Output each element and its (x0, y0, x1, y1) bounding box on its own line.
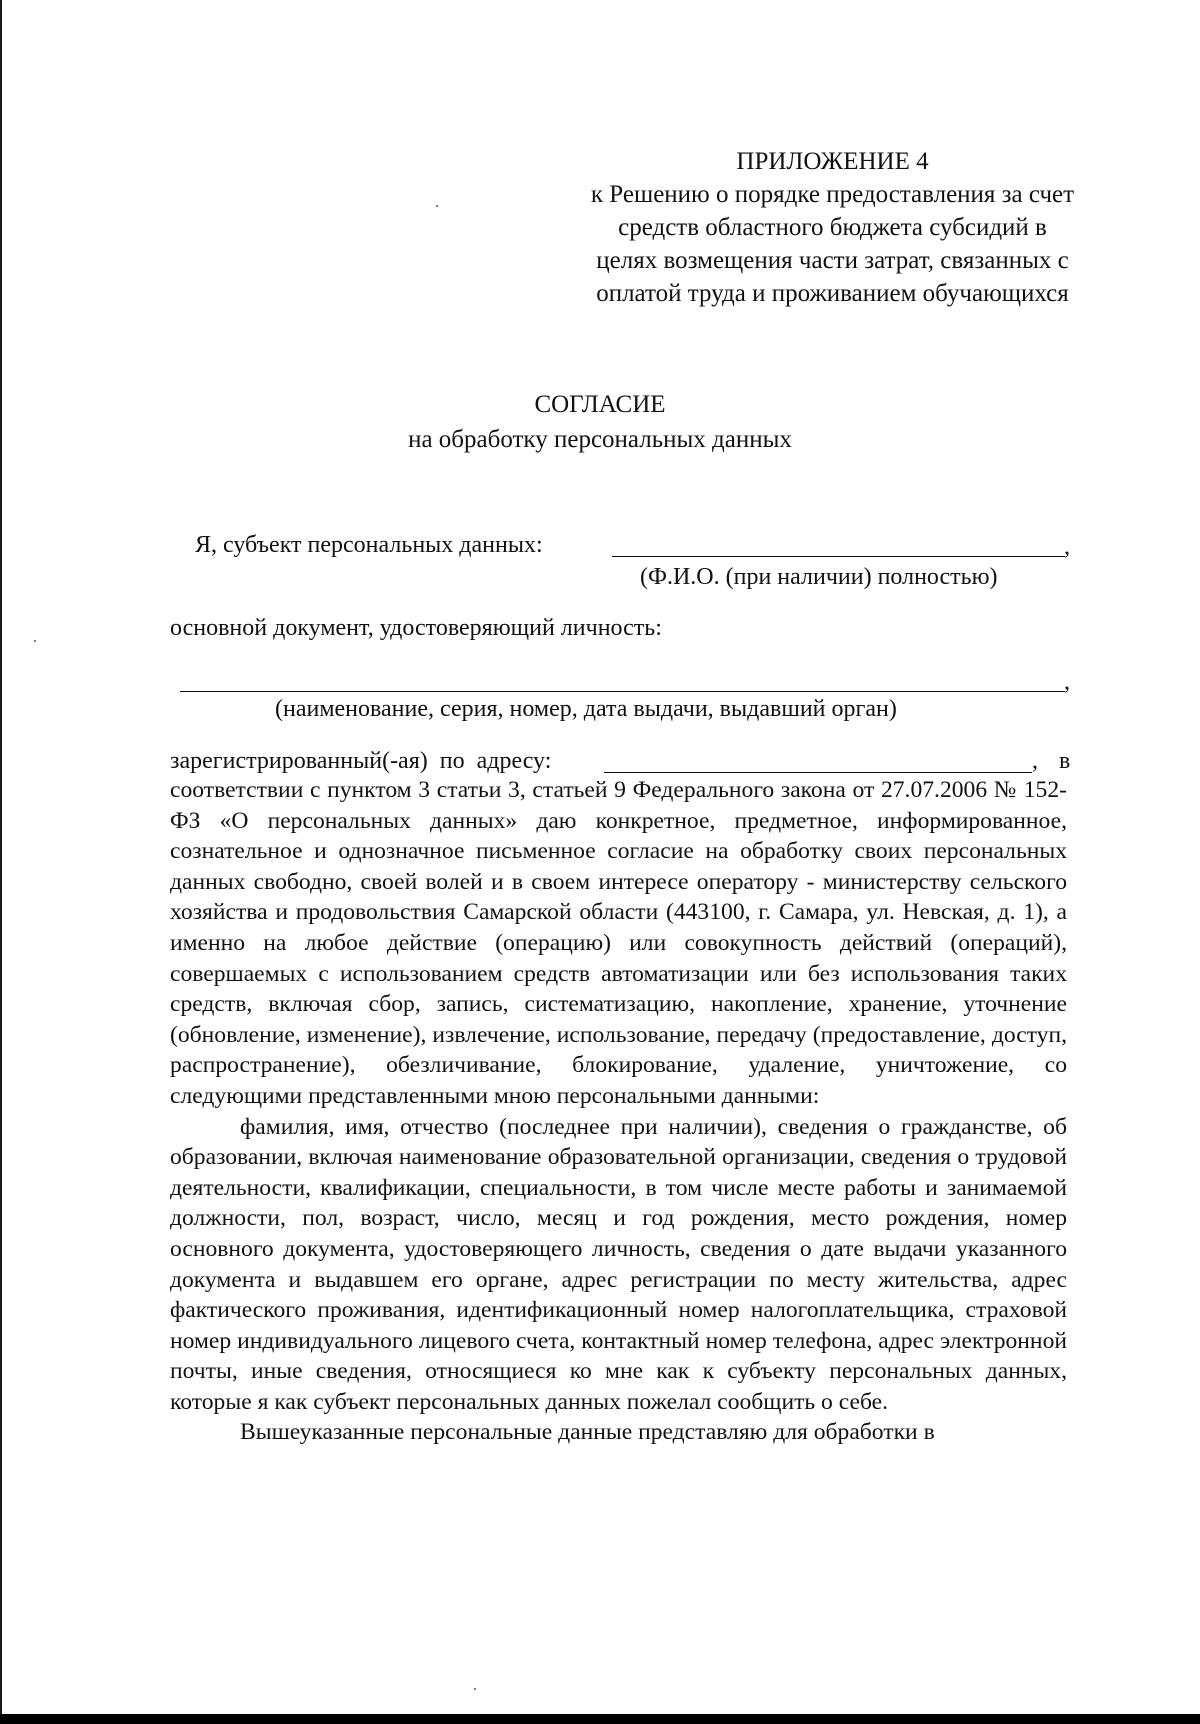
appendix-line: средств областного бюджета субсидий в (618, 214, 1047, 241)
scan-speck (436, 205, 438, 207)
scan-edge-bottom (0, 1714, 1200, 1724)
document-title: СОГЛАСИЕ (534, 391, 666, 418)
document-comma: , (1064, 669, 1070, 695)
subject-label: Я, субъект персональных данных: (195, 532, 543, 558)
subject-caption: (Ф.И.О. (при наличии) полностью) (640, 564, 998, 590)
document-caption: (наименование, серия, номер, дата выдачи, выдавший орган) (275, 696, 897, 722)
appendix-line: оплатой труда и проживанием обучающихся (596, 280, 1069, 307)
scan-speck (474, 1688, 476, 1690)
address-suffix: , в (1032, 748, 1071, 774)
consent-paragraph-main: соответствии с пунктом 3 статьи 3, статьей 9 Федерального закона от 27.07.2006 № 152-ФЗ «О персональных данных» даю конкретное, предметное, информированное, сознательное и однозначное письменное согласие на обработку своих персональных данных свободно, своей волей и в своем интересе оператору - министерству сельского хозяйства и продовольствия Самарской области (443100, г. Самара, ул. Невская, д. 1), а именно на любое действие (операцию) или совокупность действий (операций), совершаемых с использованием средств автоматизации или без использования таких средств, включая сбор, запись, систематизацию, накопление, хранение, уточнение (обновление, изменение), извлечение, использование, передачу (предоставление, доступ, распространение), обезличивание, блокирование, удаление, уничтожение, со следующими представленными мною персональными данными: (170, 777, 1067, 1109)
subject-name-field[interactable] (612, 556, 1065, 557)
appendix-line: целях возмещения части затрат, связанных с (596, 247, 1069, 274)
identity-document-field[interactable] (180, 691, 1065, 692)
appendix-header (555, 145, 1110, 310)
personal-data-list-paragraph: фамилия, имя, отчество (последнее при наличии), сведения о гражданстве, об образовании, включая наименование образовательной организации, сведения о трудовой деятельности, квалификации, специальности, в том числе месте работы и занимаемой должности, пол, возраст, число, месяц и год рождения, место рождения, номер основного документа, удостоверяющего личность, сведения о дате выдачи указанного документа и выдавшем его органе, адрес регистрации по месту жительства, адрес фактического проживания, идентификационный номер налогоплательщика, страховой номер индивидуального лицевого счета, контактный номер телефона, адрес электронной почты, иные сведения, относящиеся ко мне как к субъекту персональных данных, которые я как субъект персональных данных пожелал сообщить о себе. (170, 1113, 1067, 1415)
processing-purpose-paragraph: Вышеуказанные персональные данные представляю для обработки в (240, 1419, 935, 1446)
subject-comma: , (1064, 534, 1070, 560)
document-subtitle: на обработку персональных данных (408, 426, 792, 453)
registered-address-field[interactable] (604, 772, 1032, 773)
scan-edge-left (0, 0, 2, 1724)
scan-speck (34, 640, 36, 642)
address-label: зарегистрированный(-ая) по адресу: (170, 748, 552, 774)
appendix-title: ПРИЛОЖЕНИЕ 4 (736, 148, 929, 175)
document-label: основной документ, удостоверяющий личность: (170, 615, 662, 641)
appendix-line: к Решению о порядке предоставления за счет (590, 181, 1075, 208)
consent-body (170, 775, 1067, 1448)
